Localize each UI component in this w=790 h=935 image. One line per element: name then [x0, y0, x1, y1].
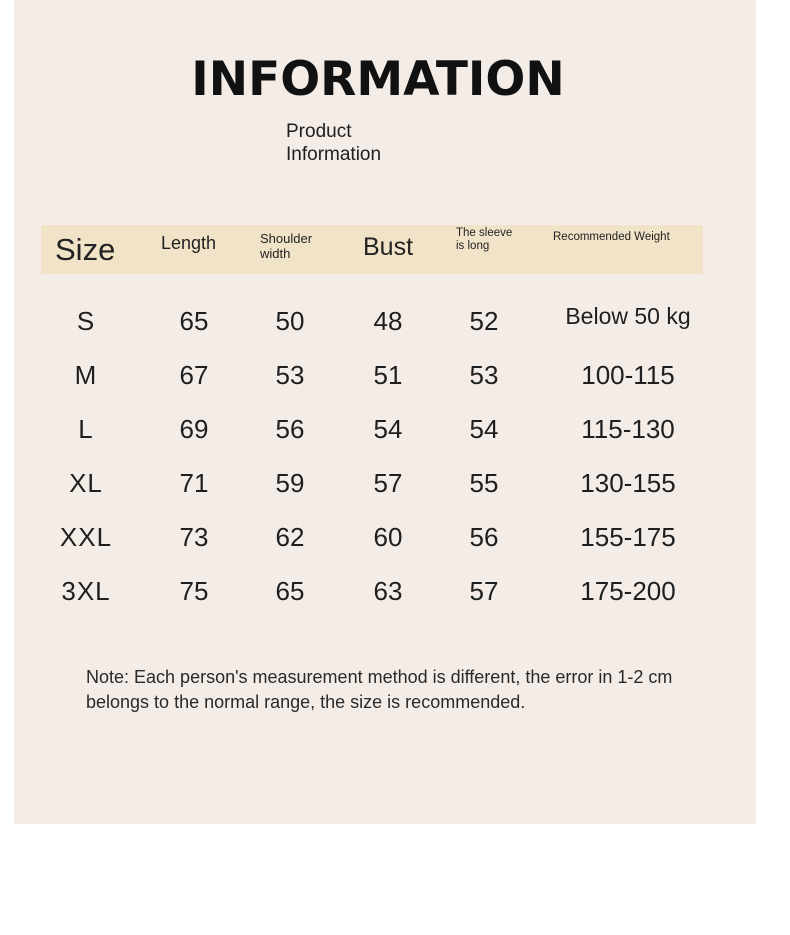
cell-length: 65	[179, 306, 209, 336]
table-row	[14, 414, 756, 454]
header-shoulder-line-2: width	[260, 246, 291, 261]
cell-size: XL	[69, 468, 103, 498]
size-chart-panel	[14, 0, 756, 824]
cell-shoulder: 62	[275, 522, 305, 552]
cell-sleeve: 52	[469, 306, 499, 336]
header-recommended-weight: Recommended Weight	[553, 231, 670, 243]
cell-length: 75	[179, 576, 209, 606]
cell-sleeve: 54	[469, 414, 499, 444]
header-bust: Bust	[363, 233, 414, 261]
cell-bust: 57	[373, 468, 403, 498]
cell-weight: 115-130	[581, 414, 675, 444]
cell-size: M	[74, 360, 98, 390]
cell-weight: 155-175	[580, 522, 676, 552]
cell-size: 3XL	[61, 576, 111, 606]
title-text: INFORMATION	[191, 52, 565, 107]
cell-length: 67	[179, 360, 209, 390]
cell-bust: 60	[373, 522, 403, 552]
cell-sleeve: 57	[469, 576, 499, 606]
table-row	[14, 576, 756, 616]
cell-weight: 130-155	[580, 468, 676, 498]
measurement-note: Note: Each person's measurement method is different, the error in 1-2 cm belongs to the normal range, the size is recommended.	[86, 667, 673, 712]
table-row	[14, 360, 756, 400]
cell-size: L	[78, 414, 94, 444]
cell-sleeve: 55	[469, 468, 499, 498]
cell-weight: 175-200	[580, 576, 676, 606]
cell-shoulder: 53	[275, 360, 305, 390]
subtitle	[286, 120, 456, 166]
cell-shoulder: 56	[275, 414, 305, 444]
table-row	[14, 303, 756, 346]
subtitle-line-1: Product	[286, 121, 352, 142]
cell-bust: 51	[373, 360, 403, 390]
header-sleeve-line-1: The sleeve	[456, 227, 513, 239]
table-header	[41, 225, 703, 274]
cell-sleeve: 56	[469, 522, 499, 552]
header-shoulder-width	[260, 231, 312, 261]
cell-length: 73	[179, 522, 209, 552]
cell-bust: 54	[373, 414, 403, 444]
cell-bust: 48	[373, 306, 403, 336]
cell-size: XXL	[59, 522, 113, 552]
cell-bust: 63	[373, 576, 403, 606]
header-size: Size	[55, 232, 116, 267]
header-sleeve-line-2: is long	[456, 240, 490, 252]
cell-shoulder: 59	[275, 468, 305, 498]
subtitle-line-2: Information	[286, 144, 382, 165]
header-shoulder-line-1: Shoulder	[260, 231, 313, 246]
cell-shoulder: 50	[275, 306, 305, 336]
cell-length: 69	[179, 414, 209, 444]
table-row	[14, 468, 756, 508]
cell-sleeve: 53	[469, 360, 499, 390]
cell-shoulder: 65	[275, 576, 305, 606]
header-length: Length	[161, 233, 217, 253]
cell-length: 71	[179, 468, 209, 498]
page-title	[14, 52, 756, 107]
cell-weight: Below 50 kg	[565, 303, 691, 329]
header-sleeve-length	[456, 227, 512, 253]
table-row	[14, 522, 756, 562]
cell-size: S	[76, 306, 96, 336]
cell-weight: 100-115	[581, 360, 675, 390]
